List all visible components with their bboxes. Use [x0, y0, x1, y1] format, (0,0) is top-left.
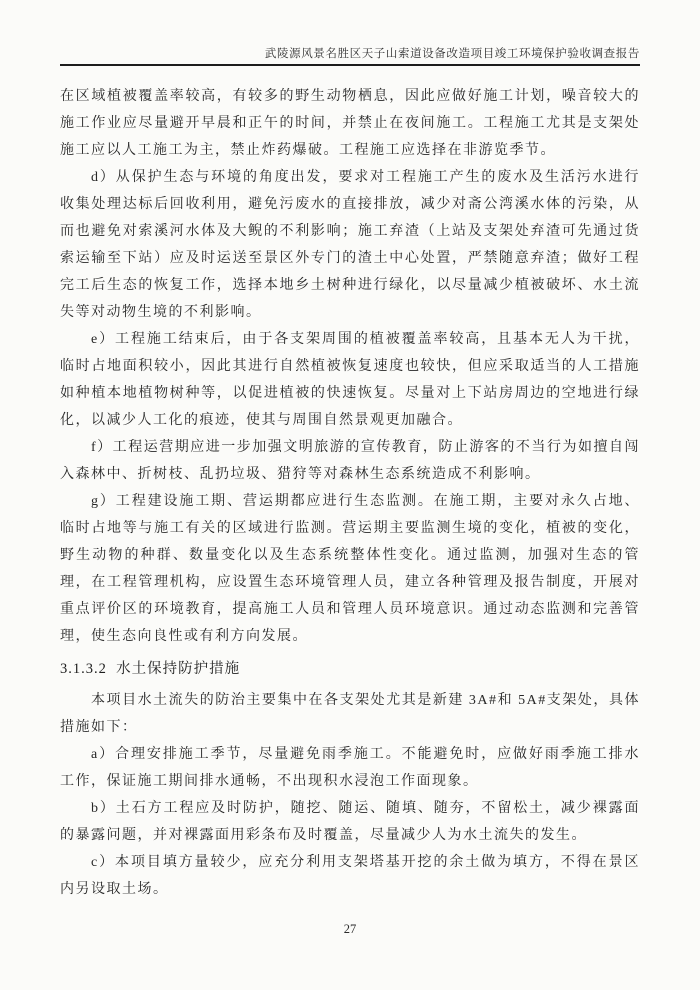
paragraph-item-e: e）工程施工结束后，由于各支架周围的植被覆盖率较高，且基本无人为干扰，临时占地面积较小，因此其进行自然植被恢复速度也较快，但应采取适当的人工措施如种植本地植物树种等，以促进植被的快速恢复。尽量对上下站房周边的空地进行绿化，以减少人工化的痕迹，使其与周围自然景观更加融合。	[60, 332, 640, 428]
paragraph-item-g: g）工程建设施工期、营运期都应进行生态监测。在施工期，主要对永久占地、临时占地等与施工有关的区域进行监测。营运期主要监测生境的变化，植被的变化，野生动物的种群、数量变化以及生态系统整体性变化。通过监测，加强对生态的管理，在工程管理机构，应设置生态环境管理人员，建立各种管理及报告制度，开展对重点评价区的环境教育，提高施工人员和管理人员环境意识。通过动态监测和完善管理，使生态向良性或有利方向发展。	[60, 494, 640, 644]
paragraph-item-c: c）本项目填方量较少，应充分利用支架塔基开挖的余土做为填方，不得在景区内另设取土场。	[60, 855, 640, 897]
header-title: 武陵源风景名胜区天子山索道设备改造项目竣工环境保护验收调查报告	[264, 48, 640, 60]
paragraph-item-f: f）工程运营期应进一步加强文明旅游的宣传教育，防止游客的不当行为如擅自闯入森林中、折树枝、乱扔垃圾、猎狩等对森林生态系统造成不利影响。	[60, 440, 640, 482]
paragraph-intro-continuation: 在区域植被覆盖率较高，有较多的野生动物栖息，因此应做好施工计划，噪音较大的施工作业应尽量避开早晨和正午的时间，并禁止在夜间施工。工程施工尤其是支架处施工应以人工施工为主，禁止炸药爆破。工程施工应选择在非游览季节。	[60, 89, 640, 158]
header-divider	[60, 64, 640, 66]
paragraph-item-d: d）从保护生态与环境的角度出发，要求对工程施工产生的废水及生活污水进行收集处理达标后回收利用，避免污废水的直接排放，减少对斋公湾溪水体的污染，从而也避免对索溪河水体及大鲵的不利影响；施工弃渣（上站及支架处弃渣可先通过货索运输至下站）应及时运送至景区外专门的渣土中心处置，严禁随意弃渣；做好工程完工后生态的恢复工作，选择本地乡土树种进行绿化，以尽量减少植被破坏、水土流失等对动物生境的不利影响。	[60, 170, 640, 320]
page-footer	[0, 920, 700, 938]
page-number: 27	[343, 922, 357, 936]
section-heading: 3.1.3.2 水土保持防护措施	[60, 661, 241, 677]
paragraph-item-a: a）合理安排施工季节，尽量避免雨季施工。不能避免时，应做好雨季施工排水工作，保证施工期间排水通畅，不出现积水浸泡工作面现象。	[60, 747, 640, 789]
paragraph-section-intro: 本项目水土流失的防治主要集中在各支架处尤其是新建 3A#和 5A#支架处，具体措施如下：	[60, 693, 640, 735]
page-header	[0, 0, 700, 66]
paragraph-item-b: b）土石方工程应及时防护，随挖、随运、随填、随夯，不留松土，减少裸露面的暴露问题，并对裸露面用彩条布及时覆盖，尽量减少人为水土流失的发生。	[60, 801, 640, 843]
document-body	[60, 83, 640, 903]
